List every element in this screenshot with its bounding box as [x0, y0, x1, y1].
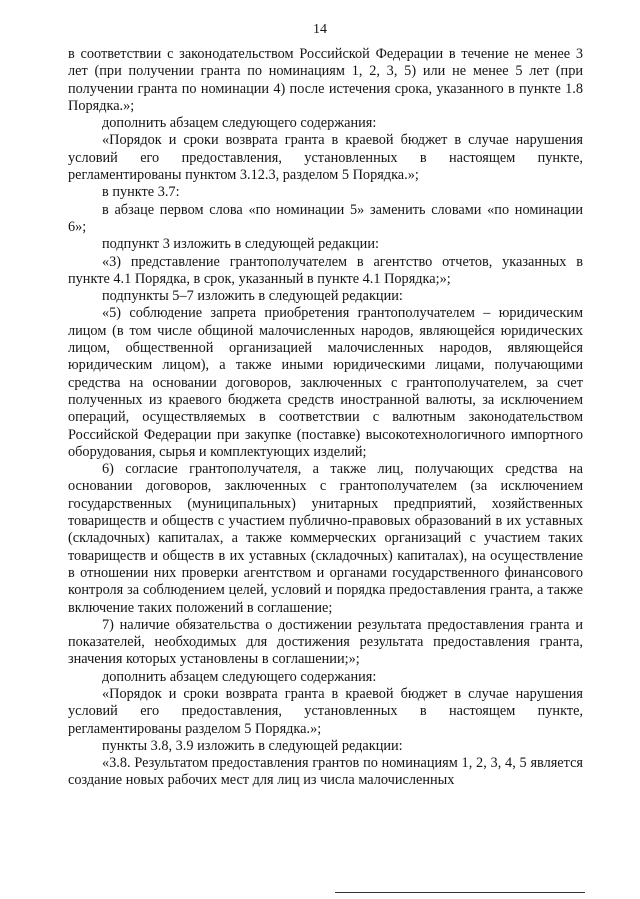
paragraph: в соответствии с законодательством Российской Федерации в течение не менее 3 лет (при получении гранта по номинациям 1, 2, 3, 5) или не менее 5 лет (при получении гранта по номинации 4) после истечения срока, указанного в пункте 1.8 Порядка.»;: [68, 46, 583, 114]
paragraph: 7) наличие обязательства о достижении результата предоставления гранта и показателей, необходимых для достижения результата предоставления гранта, значения которых установлены в соглашении;»;: [68, 616, 583, 668]
paragraph: дополнить абзацем следующего содержания:: [102, 115, 377, 132]
paragraph: в пункте 3.7:: [102, 184, 180, 201]
paragraph: дополнить абзацем следующего содержания:: [102, 668, 377, 685]
paragraph: «Порядок и сроки возврата гранта в краевой бюджет в случае нарушения условий его предоставления, установленных в настоящем пункте, регламентированы разделом 5 Порядка.»;: [68, 685, 583, 737]
paragraph: «3.8. Результатом предоставления грантов по номинациям 1, 2, 3, 4, 5 является создание новых рабочих мест для лиц из числа малочисленных: [68, 755, 583, 789]
document-body: [68, 46, 583, 790]
paragraph: «5) соблюдение запрета приобретения грантополучателем – юридическим лицом (в том числе общиной малочисленных народов, являющейся юридических лицом, общественной организацией малочисленных народов, являющейся юридическим лицом), а также иными юридическими лицами, получающими средства на основании договоров, заключенных с грантополучателем, за счет полученных из краевого бюджета средств иностранной валюты, за исключением операций, осуществляемых в соответствии с валютным законодательством Российской Федерации при закупке (поставке) высокотехнологичного импортного оборудования, сырья и комплектующих изделий;: [68, 305, 583, 460]
paragraph: в абзаце первом слова «по номинации 5» заменить словами «по номинации 6»;: [68, 201, 583, 235]
paragraph: «3) представление грантополучателем в агентство отчетов, указанных в пункте 4.1 Порядка, в срок, указанный в пункте 4.1 Порядка;»;: [68, 253, 583, 287]
paragraph: 6) согласие грантополучателя, а также лиц, получающих средства на основании договоров, заключенных с грантополучателем (за исключением государственных (муниципальных) унитарных предприятий, хозяйственных товариществ и обществ с участием публично-правовых образований в их уставных (складочных) капиталах, а также коммерческих организаций с участием таких товариществ и обществ в их уставных (складочных) капиталах), на осуществление в отношении них проверки агентством и органами государственного финансового контроля за соблюдением целей, условий и порядка предоставления гранта, а также включение таких положений в соглашение;: [68, 461, 583, 616]
footer-rule: [335, 892, 585, 893]
page-number: 14: [313, 22, 327, 37]
paragraph: подпункт 3 изложить в следующей редакции:: [102, 236, 379, 253]
paragraph: пункты 3.8, 3.9 изложить в следующей редакции:: [102, 737, 403, 754]
paragraph: подпункты 5–7 изложить в следующей редакции:: [102, 288, 403, 305]
paragraph: «Порядок и сроки возврата гранта в краевой бюджет в случае нарушения условий его предоставления, установленных в настоящем пункте, регламентированы пунктом 3.12.3, разделом 5 Порядка.»;: [68, 132, 583, 184]
